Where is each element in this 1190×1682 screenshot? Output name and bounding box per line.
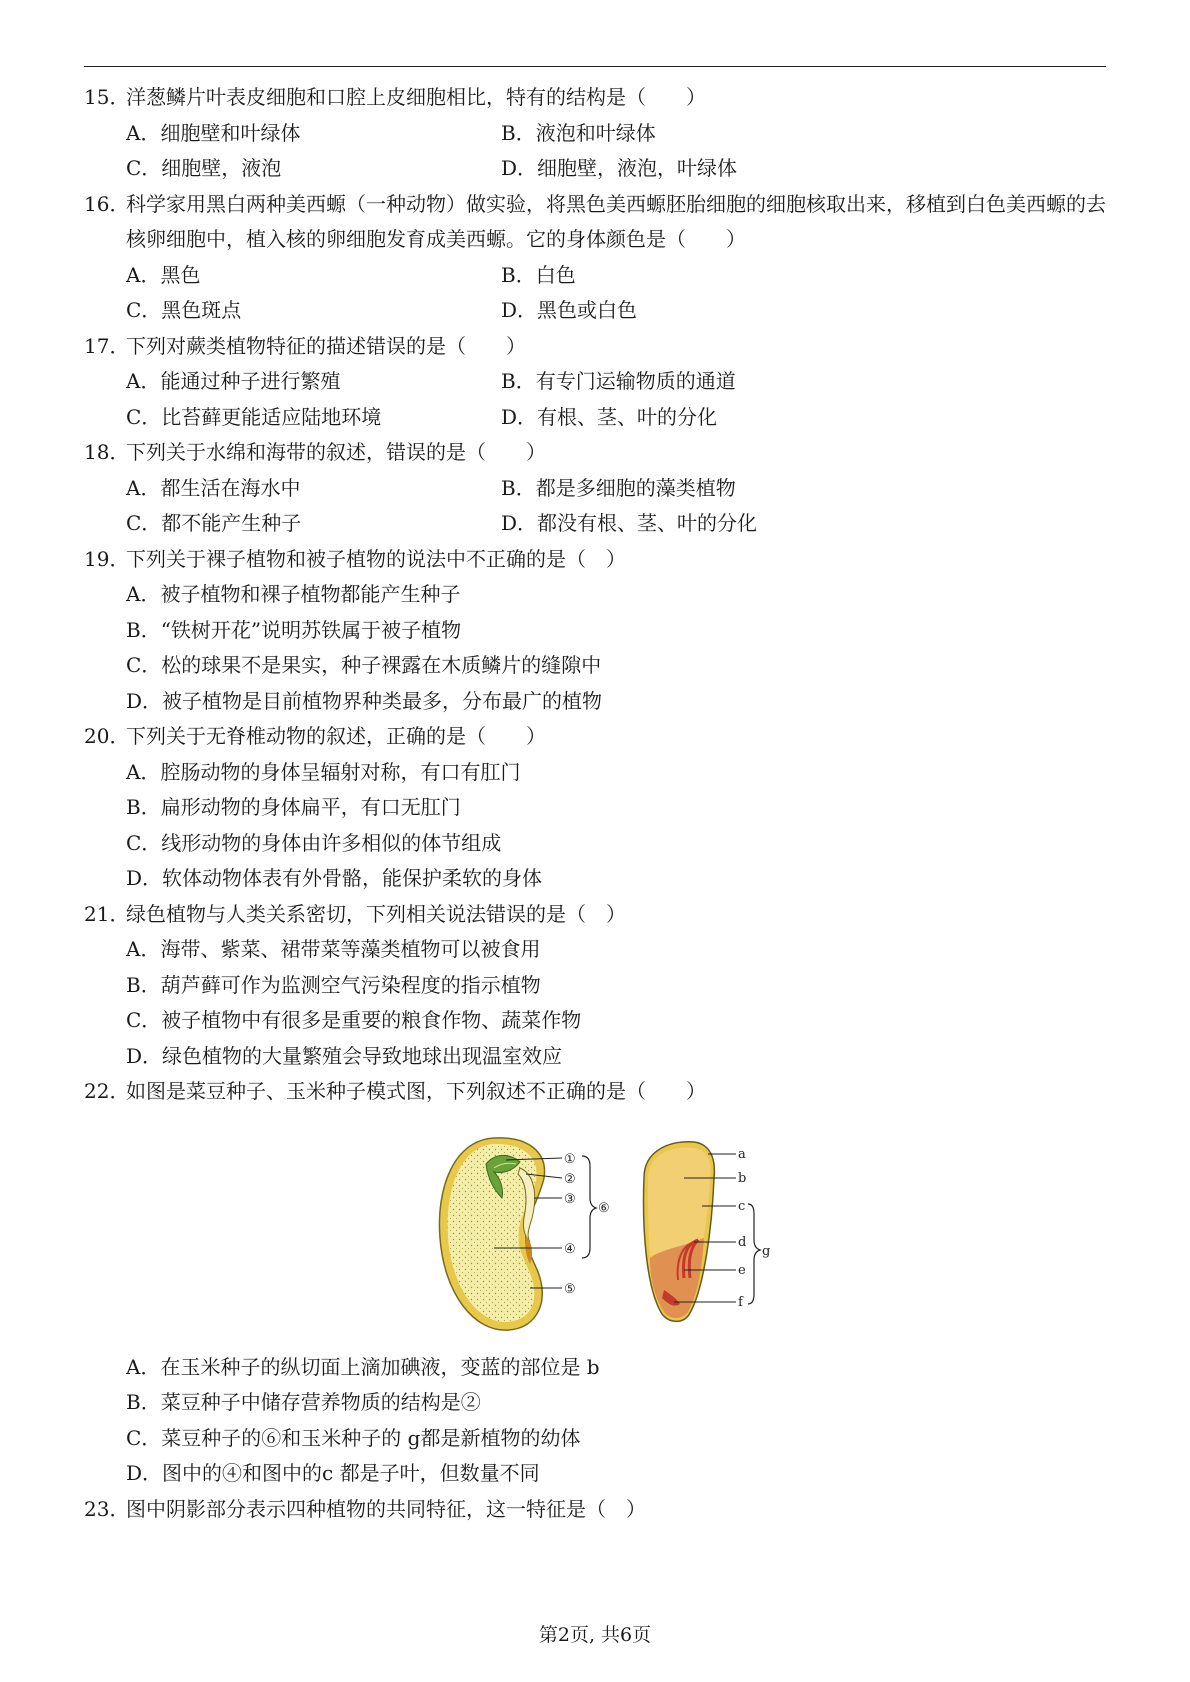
- option-a: A．腔肠动物的身体呈辐射对称，有口有肛门: [126, 759, 521, 784]
- option-c: C．松的球果不是果实，种子裸露在木质鳞片的缝隙中: [126, 653, 602, 677]
- corn-brace: [748, 1204, 760, 1304]
- option-a: A．能通过种子进行繁殖: [126, 369, 341, 393]
- question-text: 洋葱鳞片叶表皮细胞和口腔上皮细胞相比，特有的结构是（ ）: [126, 85, 706, 109]
- question-text: 下列对蕨类植物特征的描述错误的是（ ）: [126, 333, 526, 358]
- option-a: A．被子植物和裸子植物都能产生种子: [126, 582, 461, 606]
- option-d: D．黑色或白色: [501, 298, 638, 322]
- question-16: [84, 187, 1114, 329]
- question-text: 下列关于无脊椎动物的叙述，正确的是（ ）: [126, 724, 546, 748]
- question-20: [84, 719, 1114, 897]
- bean-label-4: ④: [564, 1241, 576, 1257]
- option-d: D．图中的④和图中的c 都是子叶，但数量不同: [126, 1461, 540, 1485]
- corn-label-a: a: [738, 1146, 746, 1162]
- bean-label-2: ②: [564, 1171, 576, 1187]
- option-b: B．“铁树开花”说明苏铁属于被子植物: [126, 617, 462, 642]
- option-a: A．都生活在海水中: [126, 475, 301, 500]
- option-c: C．黑色斑点: [126, 298, 242, 322]
- question-number: 20．: [84, 724, 130, 748]
- option-d: D．软体动物体表有外骨骼，能保护柔软的身体: [126, 866, 543, 890]
- option-c: C．都不能产生种子: [126, 511, 302, 535]
- option-b: B．有专门运输物质的通道: [501, 369, 736, 393]
- page-footer: 第2页, 共6页: [538, 1624, 652, 1646]
- question-22: [84, 1074, 1114, 1492]
- question-19: [84, 542, 1114, 720]
- option-a: A．在玉米种子的纵切面上滴加碘液，变蓝的部位是 b: [126, 1354, 600, 1379]
- question-number: 21．: [84, 901, 130, 926]
- bean-label-1: ①: [564, 1151, 576, 1167]
- bean-seed: [439, 1137, 609, 1329]
- question-text: 科学家用黑白两种美西螈（一种动物）做实验，将黑色美西螈胚胎细胞的细胞核取出来，移植到白色美西螈的去核卵细胞中，植入核的卵细胞发育成美西螈。它的身体颜色是（ ）: [126, 191, 1106, 251]
- seed-diagram-svg: [434, 1118, 794, 1343]
- question-list: [84, 80, 1114, 1527]
- question-number: 16．: [84, 191, 130, 216]
- option-d: D．都没有根、茎、叶的分化: [501, 511, 758, 535]
- option-a: A．黑色: [126, 262, 201, 287]
- bean-brace: [582, 1156, 596, 1258]
- option-b: B．都是多细胞的藻类植物: [501, 475, 736, 500]
- question-text: 图中阴影部分表示四种植物的共同特征，这一特征是（ ）: [126, 1496, 646, 1521]
- question-number: 22．: [84, 1079, 130, 1103]
- option-d: D．有根、茎、叶的分化: [501, 404, 718, 429]
- bean-label-6: ⑥: [598, 1200, 610, 1216]
- corn-label-c: c: [738, 1198, 746, 1214]
- option-b: B．葫芦藓可作为监测空气污染程度的指示植物: [126, 972, 541, 997]
- bean-label-5: ⑤: [564, 1281, 576, 1297]
- option-b: B．扁形动物的身体扁平，有口无肛门: [126, 795, 461, 819]
- seed-diagram: [84, 1110, 1114, 1350]
- question-number: 15．: [84, 85, 130, 109]
- option-d: D．细胞壁，液泡，叶绿体: [501, 156, 738, 180]
- question-21: [84, 897, 1114, 1075]
- option-d: D．绿色植物的大量繁殖会导致地球出现温室效应: [126, 1043, 563, 1068]
- corn-label-g: g: [762, 1243, 771, 1259]
- question-17: [84, 329, 1114, 436]
- header-rule: [84, 66, 1106, 67]
- corn-label-e: e: [738, 1262, 746, 1278]
- option-d: D．被子植物是目前植物界种类最多，分布最广的植物: [126, 688, 603, 713]
- option-b: B．液泡和叶绿体: [501, 120, 656, 145]
- question-number: 17．: [84, 333, 130, 358]
- corn-label-b: b: [738, 1170, 747, 1186]
- question-15: [84, 80, 1114, 187]
- option-a: A．海带、紫菜、裙带菜等藻类植物可以被食用: [126, 937, 541, 961]
- option-b: B．菜豆种子中储存营养物质的结构是②: [126, 1390, 481, 1414]
- corn-seed: [644, 1141, 771, 1321]
- option-c: C．被子植物中有很多是重要的粮食作物、蔬菜作物: [126, 1008, 582, 1032]
- question-18: [84, 435, 1114, 542]
- question-text: 绿色植物与人类关系密切，下列相关说法错误的是（ ）: [126, 901, 626, 926]
- corn-label-f: f: [738, 1294, 743, 1310]
- question-text: 如图是菜豆种子、玉米种子模式图，下列叙述不正确的是（ ）: [126, 1079, 706, 1103]
- option-c: C．线形动物的身体由许多相似的体节组成: [126, 830, 502, 855]
- question-text: 下列关于裸子植物和被子植物的说法中不正确的是（ ）: [126, 546, 626, 571]
- question-number: 23．: [84, 1496, 130, 1521]
- bean-label-3: ③: [564, 1191, 576, 1207]
- option-b: B．白色: [501, 262, 576, 287]
- option-c: C．菜豆种子的⑥和玉米种子的 g都是新植物的幼体: [126, 1425, 581, 1450]
- question-text: 下列关于水绵和海带的叙述，错误的是（ ）: [126, 440, 546, 464]
- corn-label-d: d: [738, 1234, 747, 1250]
- question-number: 18．: [84, 440, 130, 464]
- option-c: C．比苔藓更能适应陆地环境: [126, 404, 382, 429]
- option-a: A．细胞壁和叶绿体: [126, 120, 301, 145]
- question-23: [84, 1492, 1114, 1528]
- question-number: 19．: [84, 546, 130, 571]
- option-c: C．细胞壁，液泡: [126, 156, 282, 180]
